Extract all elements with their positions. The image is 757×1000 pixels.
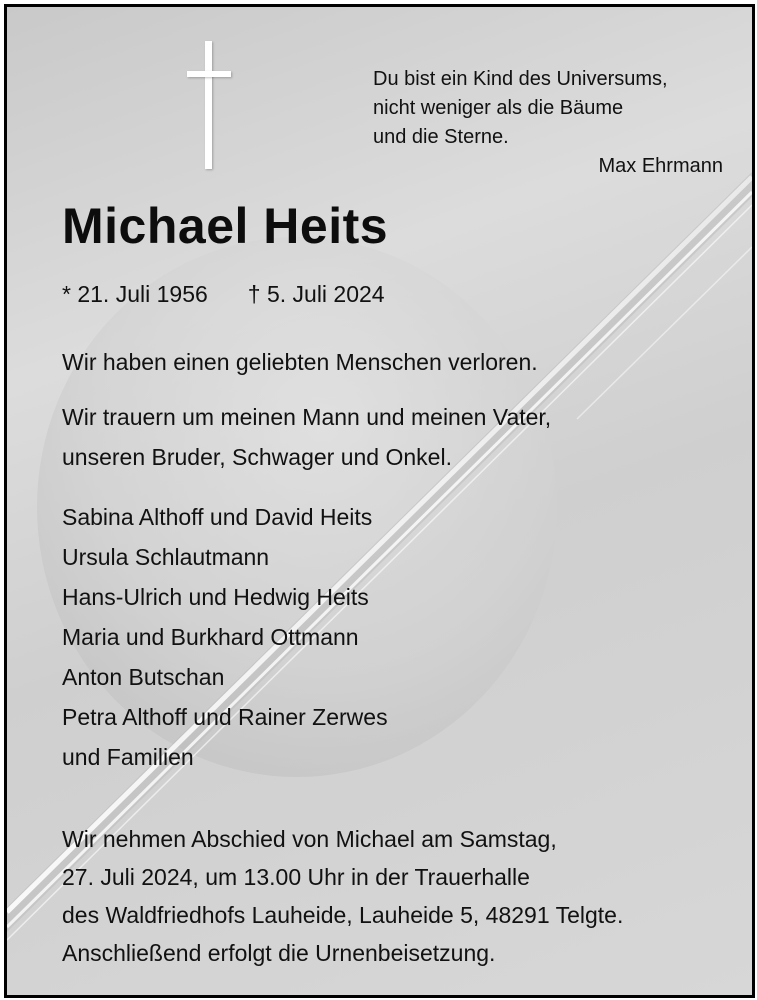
family-member: Sabina Althoff und David Heits [62, 504, 373, 530]
quote-line: nicht weniger als die Bäume [373, 97, 624, 119]
obituary-card [4, 4, 755, 998]
lead-text [62, 342, 538, 382]
deceased-name: Michael Heits [62, 198, 389, 254]
farewell-line: 27. Juli 2024, um 13.00 Uhr in der Trauerhalle [62, 864, 530, 890]
farewell-line: Wir nehmen Abschied von Michael am Samstag, [62, 826, 557, 852]
family-member: Petra Althoff und Rainer Zerwes [62, 704, 388, 730]
farewell-line: Anschließend erfolgt die Urnenbeisetzung. [62, 940, 496, 966]
quote-block [373, 65, 733, 181]
mourning-line: unseren Bruder, Schwager und Onkel. [62, 444, 452, 470]
farewell-line: des Waldfriedhofs Lauheide, Lauheide 5, 48291 Telgte. [62, 902, 624, 928]
family-member: und Familien [62, 744, 194, 770]
family-member: Ursula Schlautmann [62, 544, 270, 570]
family-list [62, 497, 388, 777]
life-dates [62, 281, 385, 308]
lead-line: Wir haben einen geliebten Menschen verloren. [62, 349, 538, 375]
family-member: Hans-Ulrich und Hedwig Heits [62, 584, 369, 610]
quote-line: und die Sterne. [373, 126, 509, 148]
birth-date: * 21. Juli 1956 [62, 281, 208, 307]
mourning-text [62, 397, 551, 477]
death-date: † 5. Juli 2024 [247, 281, 385, 307]
family-member: Maria und Burkhard Ottmann [62, 624, 359, 650]
family-member: Anton Butschan [62, 664, 225, 690]
cross-icon [187, 41, 231, 169]
quote-line: Du bist ein Kind des Universums, [373, 68, 668, 90]
farewell-notice [62, 820, 623, 972]
mourning-line: Wir trauern um meinen Mann und meinen Vater, [62, 404, 552, 430]
quote-author: Max Ehrmann [598, 155, 723, 177]
